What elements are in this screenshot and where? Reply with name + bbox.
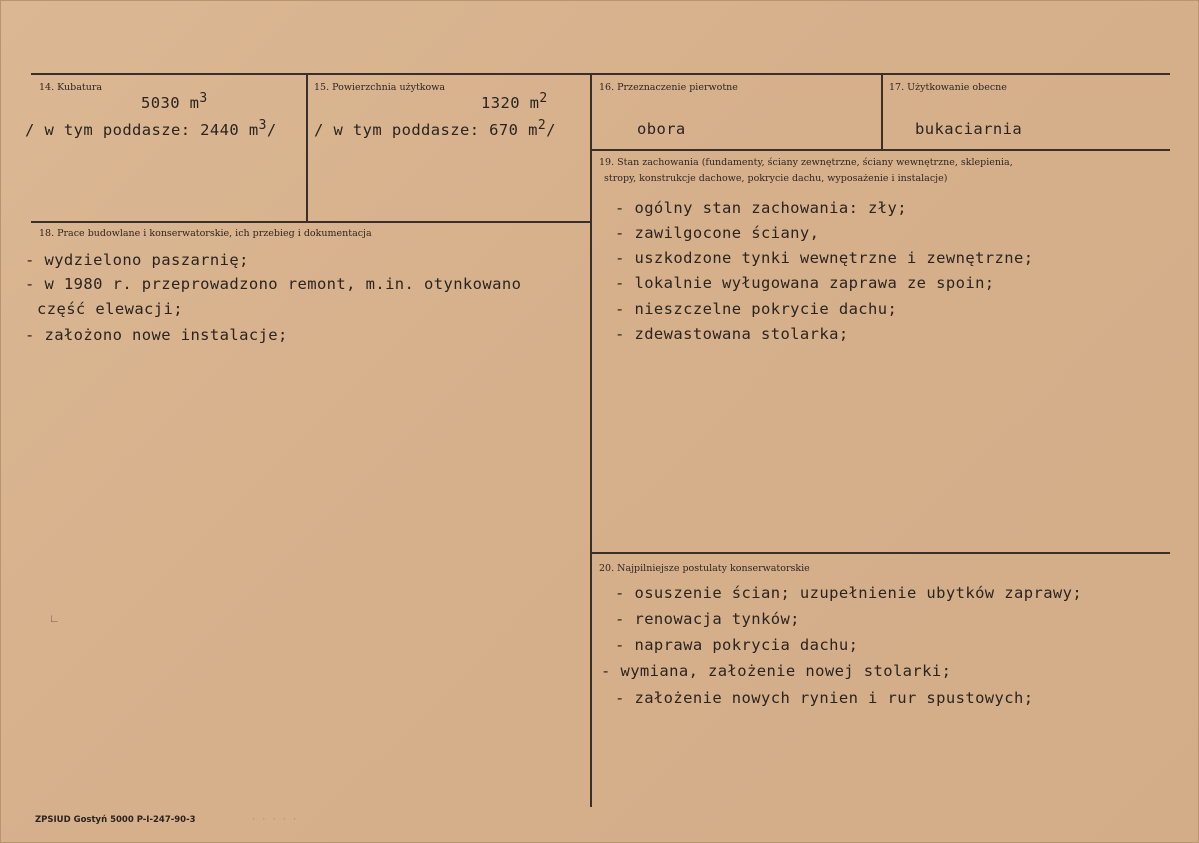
- field18-line: - założono nowe instalacje;: [25, 326, 288, 344]
- divider-left-right: [590, 74, 592, 807]
- field20-line: - osuszenie ścian; uzupełnienie ubytków zaprawy;: [615, 584, 1083, 602]
- field14-value: 5030 $m^3$: [141, 91, 208, 113]
- field14-exp: 3: [199, 91, 208, 106]
- field19-line: - uszkodzone tynki wewnętrzne i zewnętrzne;: [615, 249, 1034, 267]
- field19-line: - nieszczelne pokrycie dachu;: [615, 300, 898, 318]
- field18-line: - w 1980 r. przeprowadzono remont, m.in. otynkowano: [25, 275, 522, 293]
- divider-16-17: [881, 74, 883, 150]
- field15-exp: 2: [539, 91, 548, 106]
- rule-under-16-17: [591, 149, 1170, 151]
- printer-footer: ZPSIUD Gostyń 5000 P-I-247-90-3: [35, 815, 196, 825]
- field15-value: 1320 $m^2$: [481, 91, 548, 113]
- field19-label-line2: stropy, konstrukcje dachowe, pokrycie dachu, wyposażenie i instalacje): [604, 173, 948, 184]
- field19-line: - zdewastowana stolarka;: [615, 325, 849, 343]
- field20-line: - renowacja tynków;: [615, 610, 800, 628]
- field19-line: - lokalnie wyługowana zaprawa ze spoin;: [615, 274, 995, 292]
- field19-line: - zawilgocone ściany,: [615, 224, 820, 242]
- field20-line: - naprawa pokrycia dachu;: [615, 636, 859, 654]
- field18-label: 18. Prace budowlane i konserwatorskie, ich przebieg i dokumentacja: [39, 228, 372, 239]
- field16-label: 16. Przeznaczenie pierwotne: [599, 82, 738, 93]
- field19-label-line1: 19. Stan zachowania (fundamenty, ściany zewnętrzne, ściany wewnętrzne, sklepienia,: [599, 157, 1013, 168]
- field20-line: - wymiana, założenie nowej stolarki;: [601, 662, 952, 680]
- field20-line: - założenie nowych rynien i rur spustowych;: [615, 689, 1034, 707]
- pencil-tick-icon: ∟: [49, 613, 60, 625]
- divider-14-15: [306, 74, 308, 222]
- rule-above-18: [31, 221, 591, 223]
- field15-attic-exp: 2: [537, 118, 547, 133]
- field19-line: - ogólny stan zachowania: zły;: [615, 199, 907, 217]
- field14-attic: / w tym poddasze: 2440 $m^3/$: [25, 118, 277, 140]
- field15-attic: / w tym poddasze: 670 $m^2/$: [314, 118, 556, 140]
- field14-label: 14. Kubatura: [39, 82, 103, 93]
- field14-attic-exp: 3: [258, 118, 267, 133]
- rule-above-20: [591, 552, 1170, 554]
- field15-label: 15. Powierzchnia użytkowa: [314, 82, 446, 93]
- field17-label: 17. Użytkowanie obecne: [889, 82, 1007, 93]
- field18-line: część elewacji;: [37, 300, 183, 318]
- field20-label: 20. Najpilniejsze postulaty konserwatorskie: [599, 563, 810, 574]
- field17-value: bukaciarnia: [915, 120, 1023, 138]
- field16-value: obora: [637, 120, 686, 138]
- faint-stamp-marks: · · · · ·: [251, 815, 298, 825]
- top-rule: [31, 73, 1170, 75]
- field18-line: - wydzielono paszarnię;: [25, 251, 249, 269]
